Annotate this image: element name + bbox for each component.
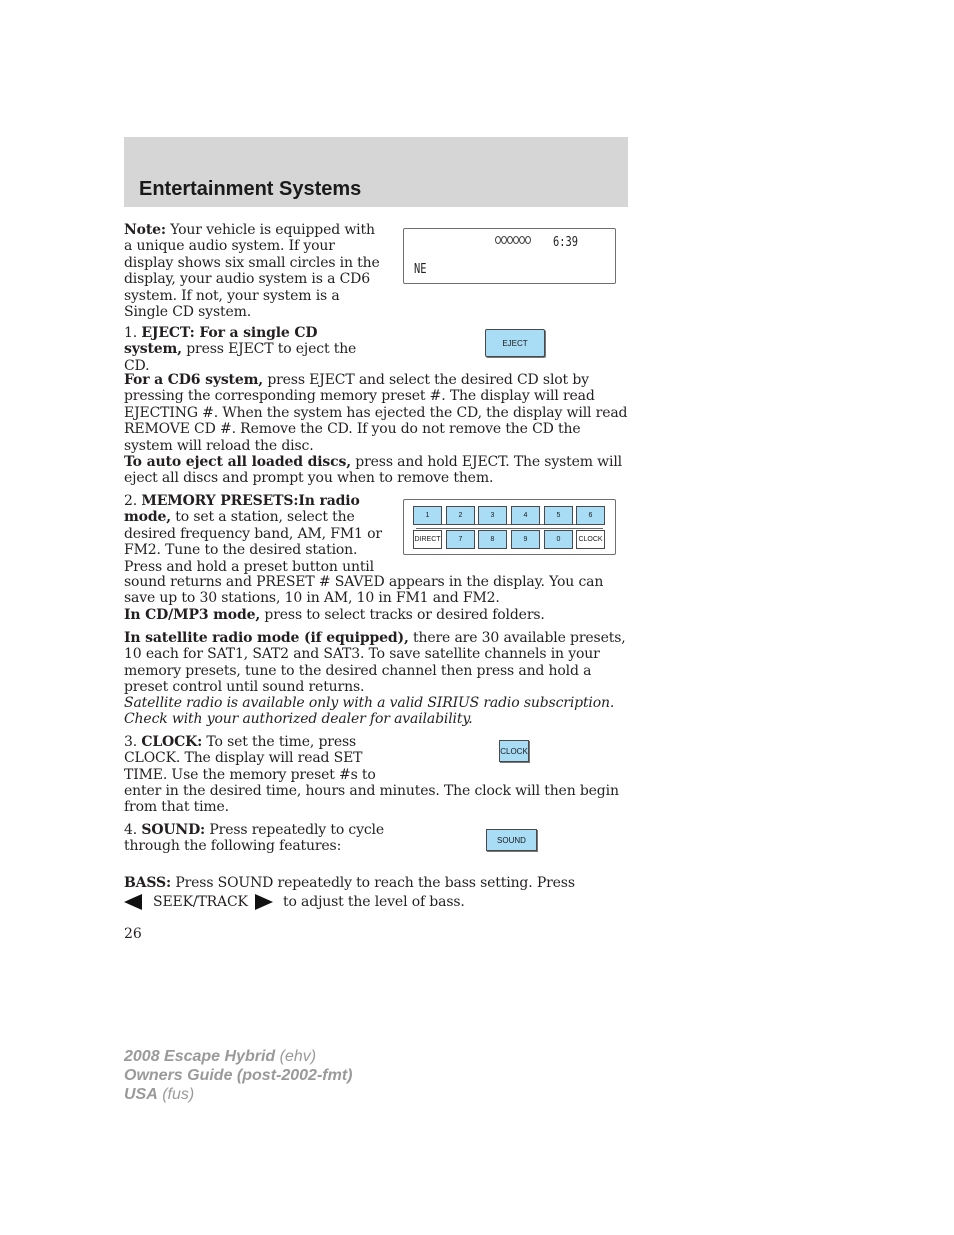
note-paragraph: [124, 222, 386, 320]
presets-continued: sound returns and PRESET # SAVED appears in the display. You can save up to 30 stations, 10 in AM, 10 in FM1 and FM2.: [124, 574, 604, 607]
radio-display: [403, 228, 616, 284]
bass-label: BASS:: [124, 875, 172, 891]
page-number: 26: [124, 926, 142, 942]
sound-title: SOUND:: [141, 822, 206, 838]
presets-text: to set a station, select the desired frequency band, AM, FM1 or FM2. Tune to the desired station. Press and hold a preset button until: [124, 509, 382, 575]
preset-key-7[interactable]: 7: [446, 530, 475, 549]
cd-mode-label: In CD/MP3 mode,: [124, 607, 261, 623]
auto-eject-text: press and hold EJECT. The system will eject all discs and prompt you when to remove them.: [124, 454, 622, 487]
preset-key-9[interactable]: 9: [511, 530, 540, 549]
sound-number: 4.: [124, 822, 142, 838]
satellite-paragraph: [124, 630, 629, 696]
eject-number: 1.: [124, 325, 142, 341]
seek-track-label: SEEK/TRACK: [153, 894, 248, 910]
bass-text-after: to adjust the level of bass.: [283, 894, 465, 910]
clock-continued: enter in the desired time, hours and minutes. The clock will then begin from that time.: [124, 783, 619, 816]
eject-cd6-label: For a CD6 system,: [124, 372, 264, 388]
presets-title: MEMORY PRESETS:In radio mode,: [124, 493, 360, 526]
clock-title: CLOCK:: [141, 734, 203, 750]
clock-number: 3.: [124, 734, 142, 750]
footer-line-2: [124, 1066, 352, 1085]
direct-key[interactable]: DIRECT: [413, 530, 442, 549]
sound-text: Press repeatedly to cycle through the following features:: [124, 822, 385, 855]
satellite-label: In satellite radio mode (if equipped),: [124, 630, 409, 646]
eject-cd6-text: press EJECT and select the desired CD slot by pressing the corresponding memory preset #. The display will read EJECTING #. When the system has ejected the CD, the display will read REMOVE CD #. Remove the CD. If you do not remove the CD the system will reload the disc.: [124, 372, 628, 454]
footer-market-code: (fus): [157, 1086, 195, 1103]
footer-model-code: (ehv): [275, 1048, 317, 1065]
satellite-note: [124, 695, 629, 728]
eject-cd6-paragraph: [124, 372, 629, 454]
preset-divider: [416, 524, 603, 529]
seek-left-icon: [124, 894, 142, 910]
eject-title: EJECT: For a single CD system,: [124, 325, 318, 358]
note-text: Your vehicle is equipped with a unique audio system. If your display shows six small circles in the display, your audio system is a CD6 system. If not, your system is a Single CD system.: [124, 222, 380, 321]
preset-key-5[interactable]: 5: [544, 506, 573, 525]
auto-eject-label: To auto eject all loaded discs,: [124, 454, 351, 470]
bass-text: Press SOUND repeatedly to reach the bass setting. Press: [171, 875, 575, 891]
presets-number: 2.: [124, 493, 142, 509]
preset-panel: [403, 499, 616, 555]
clock-text: To set the time, press CLOCK. The display will read SET TIME. Use the memory preset #s to: [124, 734, 376, 783]
display-time: 6:39: [553, 235, 579, 250]
auto-eject-paragraph: [124, 454, 629, 487]
clock-paragraph: [124, 734, 376, 783]
preset-key-6[interactable]: 6: [576, 506, 605, 525]
eject-button[interactable]: EJECT: [485, 329, 545, 357]
sound-paragraph: [124, 822, 386, 855]
clock-button[interactable]: CLOCK: [499, 740, 529, 762]
eject-paragraph: [124, 325, 374, 374]
section-title: Entertainment Systems: [139, 178, 362, 200]
footer-guide: Owners Guide (post-2002-fmt): [124, 1067, 353, 1084]
display-mode: NE: [414, 262, 427, 277]
section-header: [124, 137, 628, 207]
footer-line-1: [124, 1047, 352, 1066]
document-footer: [124, 1047, 352, 1104]
preset-key-0[interactable]: 0: [544, 530, 573, 549]
preset-key-2[interactable]: 2: [446, 506, 475, 525]
note-label: Note:: [124, 222, 166, 238]
footer-market: USA: [124, 1086, 158, 1103]
footer-model: 2008 Escape Hybrid: [124, 1048, 276, 1065]
eject-text: press EJECT to eject the CD.: [124, 341, 357, 374]
footer-line-3: [124, 1085, 352, 1104]
cd-mode-text: press to select tracks or desired folders.: [260, 607, 545, 623]
cd6-circles-icon: [495, 236, 531, 244]
satellite-note-text: Satellite radio is available only with a valid SIRIUS radio subscription. Check with your authorized dealer for availability.: [124, 695, 615, 728]
preset-key-8[interactable]: 8: [478, 530, 507, 549]
satellite-text: there are 30 available presets, 10 each for SAT1, SAT2 and SAT3. To save satellite channels in your memory presets, tune to the desired channel then press and hold a preset control until sound returns.: [124, 630, 626, 696]
cd-mode-paragraph: [124, 607, 629, 623]
clock-key[interactable]: CLOCK: [576, 530, 605, 549]
presets-paragraph: [124, 493, 382, 575]
preset-key-4[interactable]: 4: [511, 506, 540, 525]
sound-button[interactable]: SOUND: [486, 829, 537, 851]
bass-paragraph: [124, 875, 629, 891]
preset-key-3[interactable]: 3: [478, 506, 507, 525]
seek-right-icon: [255, 894, 273, 910]
preset-key-1[interactable]: 1: [413, 506, 442, 525]
